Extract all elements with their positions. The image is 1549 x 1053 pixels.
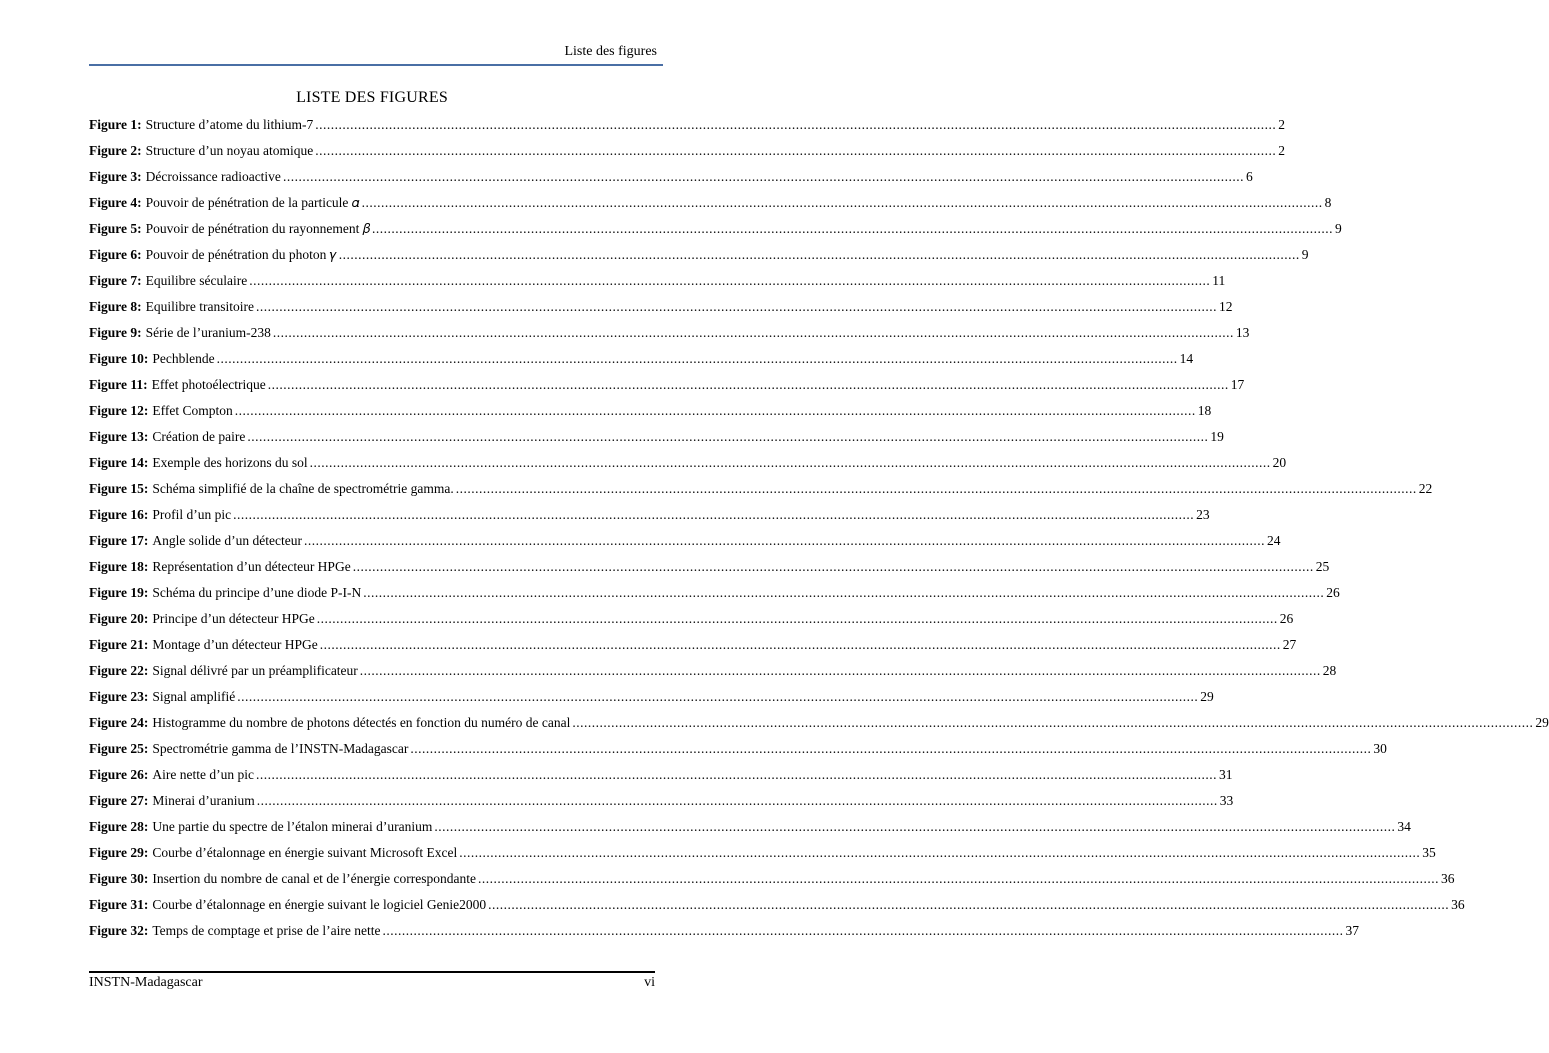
toc-entry[interactable] bbox=[89, 715, 1549, 741]
dot-leader bbox=[237, 689, 1198, 705]
toc-entry[interactable] bbox=[89, 819, 1411, 845]
dot-leader bbox=[382, 923, 1343, 939]
dot-leader bbox=[235, 403, 1196, 419]
toc-entry[interactable] bbox=[89, 325, 1250, 351]
toc-entry[interactable] bbox=[89, 143, 1285, 169]
dot-leader bbox=[459, 845, 1420, 861]
dot-leader bbox=[249, 273, 1210, 289]
figure-title: Exemple des horizons du sol bbox=[152, 455, 308, 470]
figure-label: Figure 1: bbox=[89, 117, 142, 132]
dot-leader bbox=[488, 897, 1449, 913]
figure-label: Figure 20: bbox=[89, 611, 149, 626]
figure-page-number: 29 bbox=[1535, 715, 1549, 730]
figure-page-number: 2 bbox=[1278, 143, 1285, 158]
toc-entry[interactable] bbox=[89, 195, 1332, 221]
toc-entry[interactable] bbox=[89, 897, 1465, 923]
figure-label: Figure 6: bbox=[89, 247, 142, 262]
figure-title: Insertion du nombre de canal et de l’énergie correspondante bbox=[152, 871, 476, 886]
figure-title: Equilibre transitoire bbox=[145, 299, 254, 314]
dot-leader bbox=[283, 169, 1244, 185]
figure-label: Figure 29: bbox=[89, 845, 149, 860]
figure-label: Figure 28: bbox=[89, 819, 149, 834]
footer-rule bbox=[89, 971, 655, 973]
figure-page-number: 33 bbox=[1219, 793, 1234, 808]
figure-label: Figure 21: bbox=[89, 637, 149, 652]
dot-leader bbox=[372, 221, 1333, 237]
figure-page-number: 26 bbox=[1279, 611, 1294, 626]
toc-entry[interactable] bbox=[89, 273, 1226, 299]
figure-title: Principe d’un détecteur HPGe bbox=[152, 611, 315, 626]
running-header: Liste des figures bbox=[564, 44, 657, 59]
figure-page-number: 36 bbox=[1441, 871, 1455, 886]
figure-page-number: 11 bbox=[1212, 273, 1226, 288]
dot-leader bbox=[217, 351, 1178, 367]
figure-title: Schéma simplifié de la chaîne de spectrométrie gamma. bbox=[152, 481, 454, 496]
header-rule bbox=[89, 64, 663, 66]
figure-title: Effet photoélectrique bbox=[151, 377, 266, 392]
dot-leader bbox=[256, 299, 1217, 315]
dot-leader bbox=[320, 637, 1281, 653]
toc-entry[interactable] bbox=[89, 481, 1433, 507]
figure-label: Figure 31: bbox=[89, 897, 149, 912]
toc-entry[interactable] bbox=[89, 221, 1342, 247]
figure-label: Figure 16: bbox=[89, 507, 149, 522]
dot-leader bbox=[478, 871, 1439, 887]
figure-label: Figure 17: bbox=[89, 533, 149, 548]
figure-label: Figure 5: bbox=[89, 221, 142, 236]
figure-page-number: 9 bbox=[1301, 247, 1309, 262]
figure-page-number: 22 bbox=[1418, 481, 1433, 496]
figure-title: Courbe d’étalonnage en énergie suivant Microsoft Excel bbox=[152, 845, 458, 860]
dot-leader bbox=[362, 195, 1323, 211]
toc-entry[interactable] bbox=[89, 403, 1212, 429]
toc-entry[interactable] bbox=[89, 117, 1285, 143]
dot-leader bbox=[233, 507, 1194, 523]
figure-title: Profil d’un pic bbox=[152, 507, 232, 522]
toc-entry[interactable] bbox=[89, 533, 1281, 559]
figure-title: Pouvoir de pénétration du rayonnement 𝛽 bbox=[145, 221, 371, 236]
figure-page-number: 28 bbox=[1322, 663, 1337, 678]
dot-leader bbox=[317, 611, 1278, 627]
figure-page-number: 24 bbox=[1266, 533, 1281, 548]
figure-page-number: 26 bbox=[1326, 585, 1340, 600]
figure-page-number: 30 bbox=[1373, 741, 1387, 756]
figure-label: Figure 10: bbox=[89, 351, 149, 366]
list-of-figures bbox=[89, 117, 1549, 949]
figure-title: Schéma du principe d’une diode P-I-N bbox=[152, 585, 362, 600]
toc-entry[interactable] bbox=[89, 585, 1340, 611]
toc-entry[interactable] bbox=[89, 637, 1297, 663]
figure-title: Aire nette d’un pic bbox=[152, 767, 254, 782]
toc-entry[interactable] bbox=[89, 741, 1387, 767]
figure-title: Courbe d’étalonnage en énergie suivant le logiciel Genie2000 bbox=[152, 897, 487, 912]
figure-label: Figure 7: bbox=[89, 273, 142, 288]
figure-page-number: 25 bbox=[1315, 559, 1330, 574]
dot-leader bbox=[247, 429, 1208, 445]
toc-entry[interactable] bbox=[89, 507, 1210, 533]
figure-label: Figure 15: bbox=[89, 481, 149, 496]
footer-page-number: vi bbox=[644, 975, 655, 990]
figure-label: Figure 22: bbox=[89, 663, 149, 678]
figure-label: Figure 26: bbox=[89, 767, 149, 782]
dot-leader bbox=[363, 585, 1324, 601]
figure-label: Figure 19: bbox=[89, 585, 149, 600]
toc-entry[interactable] bbox=[89, 351, 1194, 377]
dot-leader bbox=[304, 533, 1265, 549]
toc-entry[interactable] bbox=[89, 247, 1309, 273]
figure-title: Montage d’un détecteur HPGe bbox=[152, 637, 318, 652]
figure-page-number: 13 bbox=[1235, 325, 1250, 340]
figure-page-number: 23 bbox=[1196, 507, 1210, 522]
toc-entry[interactable] bbox=[89, 663, 1337, 689]
footer-institution: INSTN-Madagascar bbox=[89, 975, 203, 990]
figure-title: Une partie du spectre de l’étalon minerai d’uranium bbox=[152, 819, 433, 834]
figure-page-number: 8 bbox=[1324, 195, 1332, 210]
toc-entry[interactable] bbox=[89, 455, 1287, 481]
dot-leader bbox=[360, 663, 1321, 679]
figure-label: Figure 12: bbox=[89, 403, 149, 418]
dot-leader bbox=[315, 143, 1276, 159]
figure-label: Figure 3: bbox=[89, 169, 142, 184]
figure-title: Représentation d’un détecteur HPGe bbox=[152, 559, 351, 574]
dot-leader bbox=[310, 455, 1271, 471]
dot-leader bbox=[256, 767, 1217, 783]
figure-label: Figure 18: bbox=[89, 559, 149, 574]
dot-leader bbox=[456, 481, 1417, 497]
figure-title: Pouvoir de pénétration de la particule 𝛼 bbox=[145, 195, 360, 210]
figure-page-number: 29 bbox=[1200, 689, 1214, 704]
figure-label: Figure 30: bbox=[89, 871, 149, 886]
toc-entry[interactable] bbox=[89, 377, 1245, 403]
figure-label: Figure 23: bbox=[89, 689, 149, 704]
toc-entry[interactable] bbox=[89, 611, 1294, 637]
toc-entry[interactable] bbox=[89, 767, 1233, 793]
figure-label: Figure 24: bbox=[89, 715, 149, 730]
figure-label: Figure 8: bbox=[89, 299, 142, 314]
toc-entry[interactable] bbox=[89, 429, 1224, 455]
dot-leader bbox=[572, 715, 1533, 731]
figure-title: Structure d’atome du lithium-7 bbox=[145, 117, 314, 132]
figure-page-number: 17 bbox=[1230, 377, 1245, 392]
figure-title: Série de l’uranium-238 bbox=[145, 325, 271, 340]
figure-page-number: 9 bbox=[1335, 221, 1342, 236]
figure-title: Décroissance radioactive bbox=[145, 169, 281, 184]
figure-page-number: 34 bbox=[1397, 819, 1411, 834]
figure-title: Signal délivré par un préamplificateur bbox=[152, 663, 358, 678]
dot-leader bbox=[339, 247, 1300, 263]
figure-page-number: 31 bbox=[1218, 767, 1233, 782]
figure-page-number: 36 bbox=[1451, 897, 1465, 912]
figure-label: Figure 32: bbox=[89, 923, 149, 938]
dot-leader bbox=[434, 819, 1395, 835]
dot-leader bbox=[257, 793, 1218, 809]
figure-label: Figure 9: bbox=[89, 325, 142, 340]
dot-leader bbox=[273, 325, 1234, 341]
figure-page-number: 14 bbox=[1179, 351, 1194, 366]
toc-entry[interactable] bbox=[89, 845, 1436, 871]
toc-entry[interactable] bbox=[89, 871, 1455, 897]
figure-page-number: 19 bbox=[1210, 429, 1224, 444]
dot-leader bbox=[353, 559, 1314, 575]
toc-entry[interactable] bbox=[89, 793, 1234, 819]
figure-title: Signal amplifié bbox=[152, 689, 236, 704]
figure-page-number: 27 bbox=[1282, 637, 1297, 652]
figure-label: Figure 25: bbox=[89, 741, 149, 756]
figure-title: Equilibre séculaire bbox=[145, 273, 248, 288]
figure-page-number: 18 bbox=[1197, 403, 1212, 418]
toc-entry[interactable] bbox=[89, 689, 1214, 715]
figure-label: Figure 27: bbox=[89, 793, 149, 808]
figure-page-number: 37 bbox=[1345, 923, 1359, 938]
figure-title: Pechblende bbox=[152, 351, 215, 366]
figure-title: Pouvoir de pénétration du photon 𝛾 bbox=[145, 247, 337, 262]
figure-title: Histogramme du nombre de photons détectés en fonction du numéro de canal bbox=[152, 715, 571, 730]
figure-page-number: 6 bbox=[1245, 169, 1253, 184]
figure-label: Figure 2: bbox=[89, 143, 142, 158]
figure-title: Spectrométrie gamma de l’INSTN-Madagascar bbox=[152, 741, 409, 756]
figure-title: Création de paire bbox=[152, 429, 246, 444]
figure-title: Angle solide d’un détecteur bbox=[152, 533, 302, 548]
figure-page-number: 20 bbox=[1272, 455, 1287, 470]
figure-label: Figure 14: bbox=[89, 455, 149, 470]
figure-page-number: 12 bbox=[1218, 299, 1233, 314]
dot-leader bbox=[315, 117, 1276, 133]
toc-entry[interactable] bbox=[89, 169, 1253, 195]
figure-label: Figure 4: bbox=[89, 195, 142, 210]
figure-page-number: 2 bbox=[1278, 117, 1285, 132]
figure-title: Structure d’un noyau atomique bbox=[145, 143, 314, 158]
page-title: LISTE DES FIGURES bbox=[296, 89, 448, 106]
toc-entry[interactable] bbox=[89, 559, 1330, 585]
dot-leader bbox=[410, 741, 1371, 757]
toc-entry[interactable] bbox=[89, 299, 1233, 325]
dot-leader bbox=[268, 377, 1229, 393]
figure-title: Effet Compton bbox=[152, 403, 233, 418]
figure-title: Minerai d’uranium bbox=[152, 793, 255, 808]
figure-title: Temps de comptage et prise de l’aire nette bbox=[152, 923, 381, 938]
figure-label: Figure 13: bbox=[89, 429, 149, 444]
figure-label: Figure 11: bbox=[89, 377, 148, 392]
figure-page-number: 35 bbox=[1422, 845, 1436, 860]
toc-entry[interactable] bbox=[89, 923, 1359, 949]
